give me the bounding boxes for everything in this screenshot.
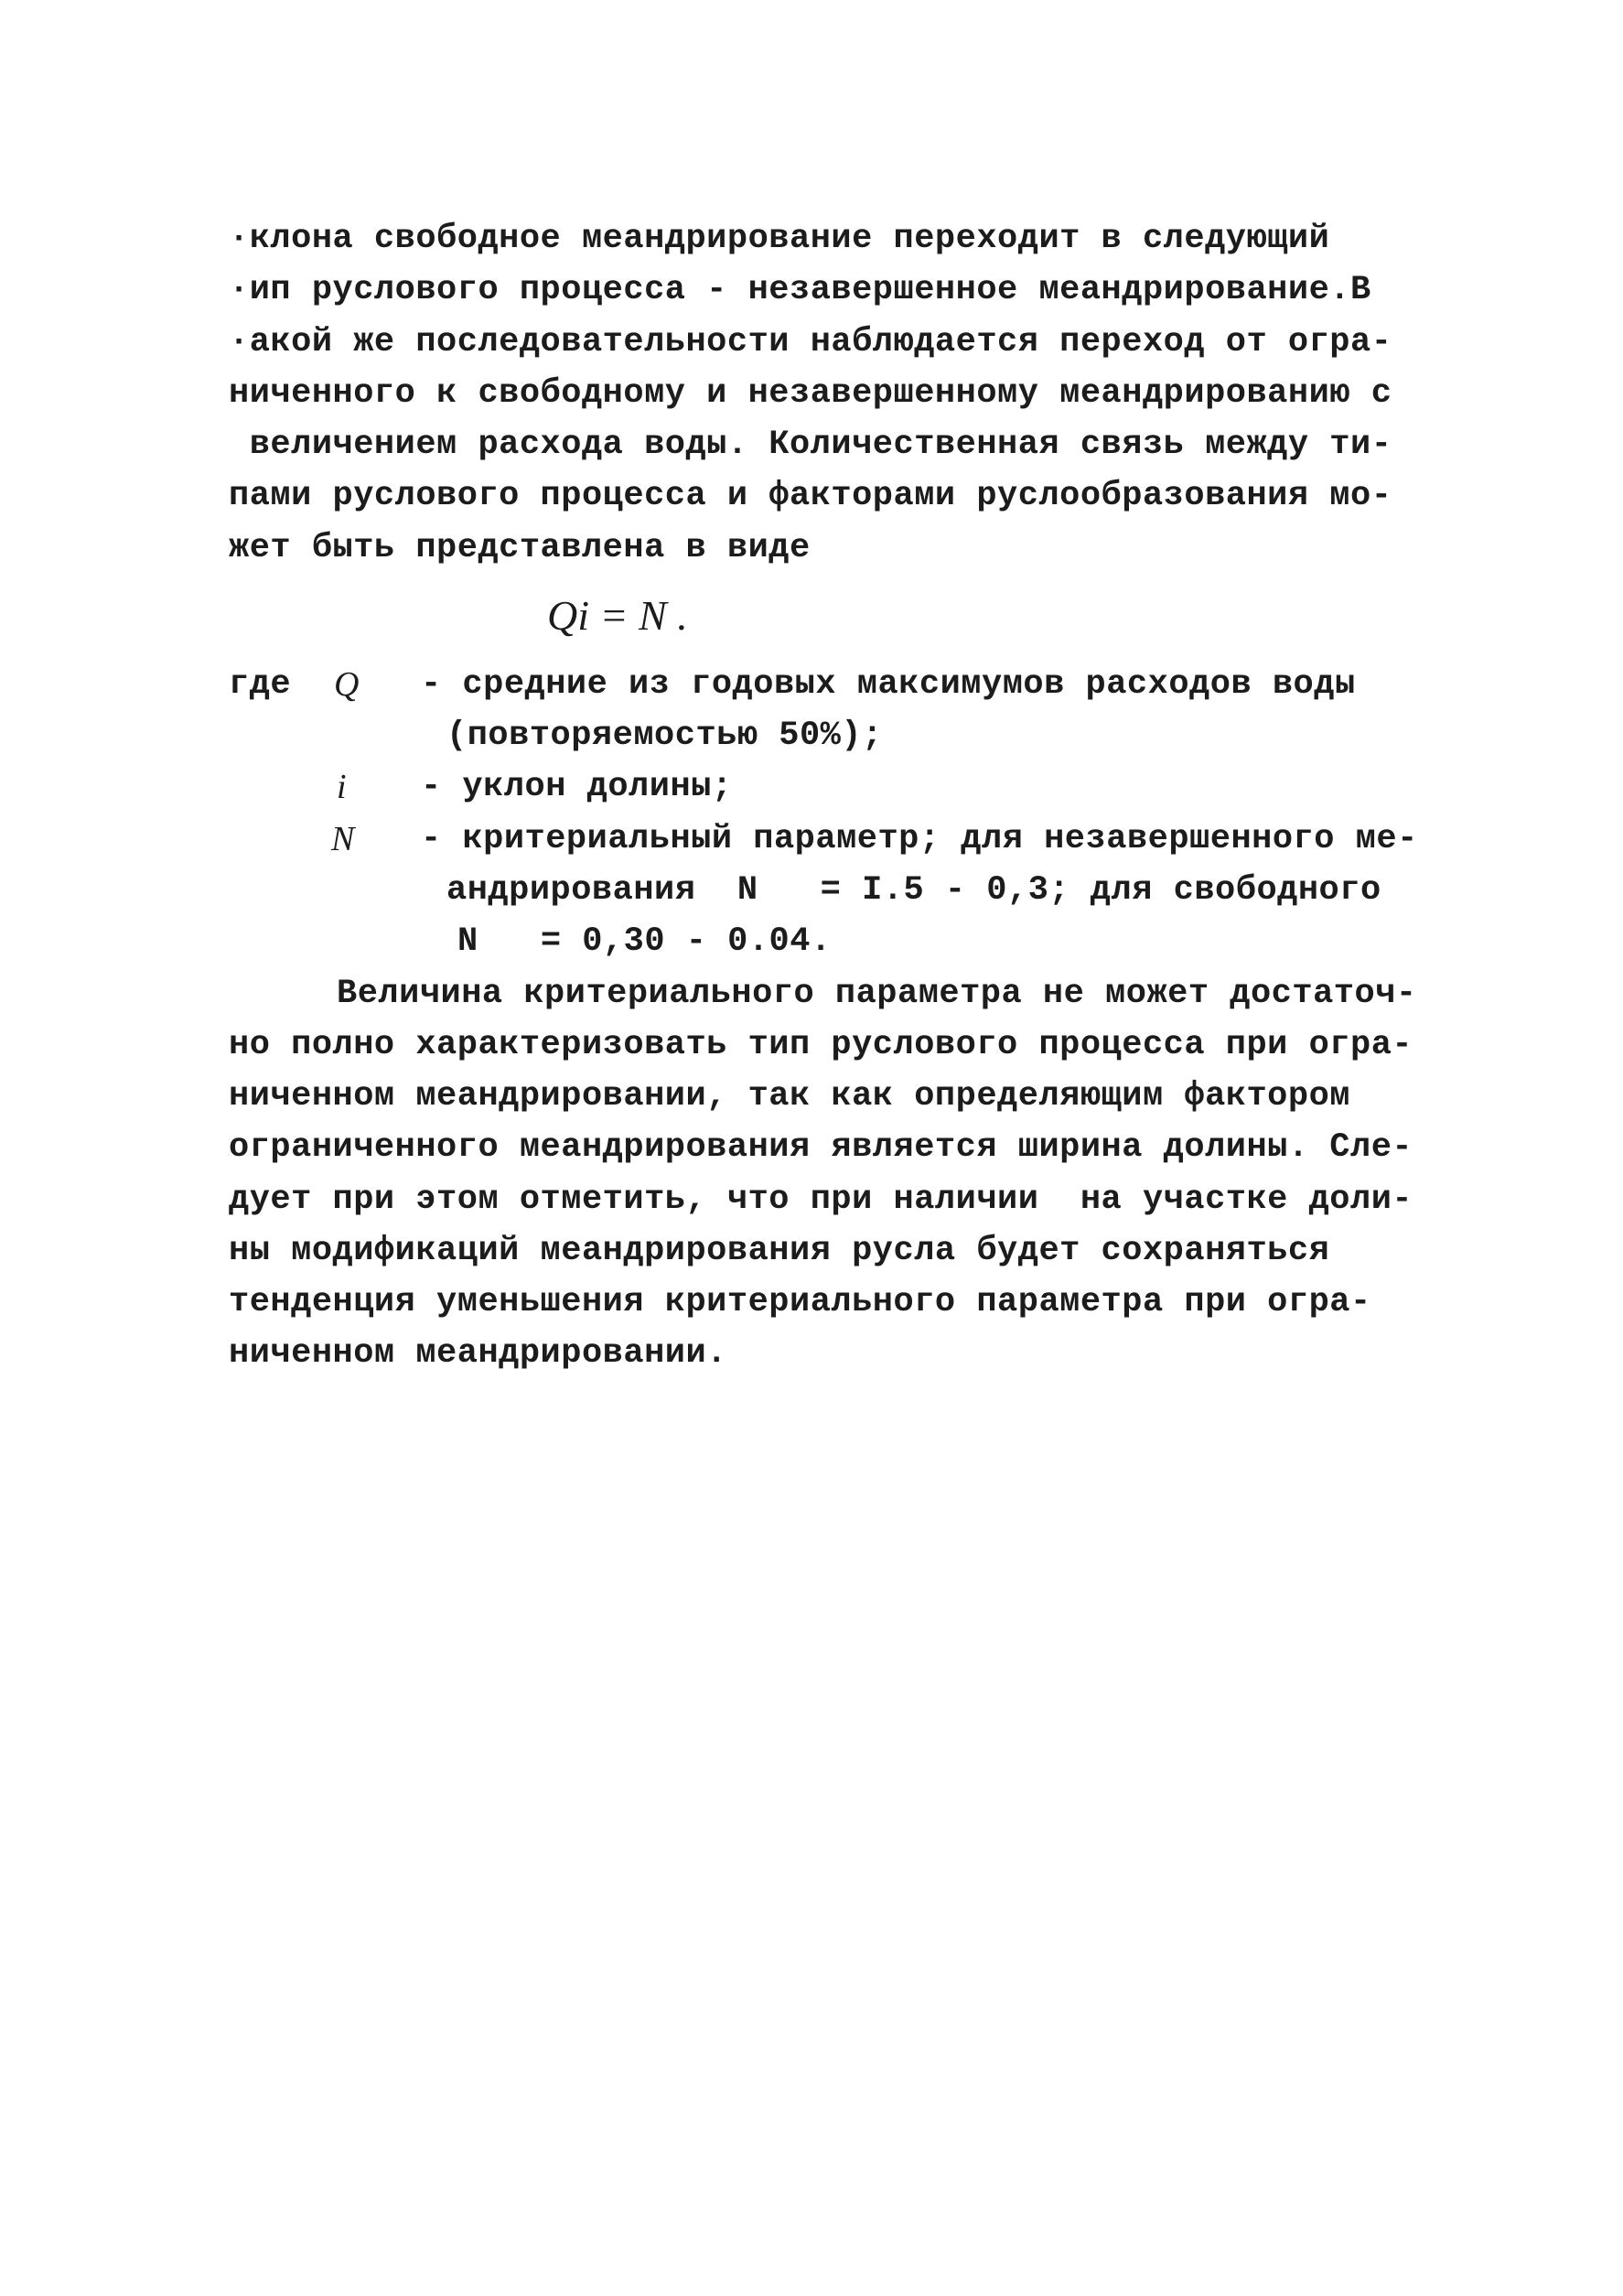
paragraph2-line-2: но полно характеризовать тип руслового процесса при огра- xyxy=(229,1026,1413,1064)
paragraph1-line-2: ·ип руслового процесса - незавершенное меандрирование.В xyxy=(229,271,1371,309)
formula: Qi = N . xyxy=(547,592,688,639)
definition-q-line-2: (повторяемостью 50%); xyxy=(446,717,883,755)
paragraph2-line-3: ниченном меандрировании, так как определяющим фактором xyxy=(229,1077,1350,1116)
definition-n-line-2: андрирования N = I.5 - 0,3; для свободного xyxy=(446,871,1381,910)
symbol-q: Q xyxy=(334,665,360,704)
paragraph2-line-1: Величина критериального параметра не может достаточ- xyxy=(337,975,1417,1013)
paragraph1-line-5: величением расхода воды. Количественная связь между ти- xyxy=(229,426,1392,464)
paragraph2-line-5: дует при этом отметить, что при наличии на участке доли- xyxy=(229,1180,1413,1219)
paragraph1-line-7: жет быть представлена в виде xyxy=(229,529,811,567)
paragraph1-line-1: ·клона свободное меандрирование переходит в следующий xyxy=(229,220,1330,258)
symbol-n: N xyxy=(331,820,355,858)
paragraph2-line-4: ограниченного меандрирования является ширина долины. Сле- xyxy=(229,1128,1413,1167)
definition-n-line-1: - критериальный параметр; для незавершенного ме- xyxy=(421,820,1418,858)
definitions-intro-label: где xyxy=(229,665,292,704)
definition-q-line-1: - средние из годовых максимумов расходов воды xyxy=(421,665,1356,704)
paragraph1-line-3: ·акой же последовательности наблюдается переход от огра- xyxy=(229,323,1392,361)
paragraph2-line-7: тенденция уменьшения критериального параметра при огра- xyxy=(229,1283,1371,1321)
symbol-i: i xyxy=(337,768,347,806)
paragraph1-line-4: ниченного к свободному и незавершенному меандрированию с xyxy=(229,374,1392,413)
paragraph1-line-6: пами руслового процесса и факторами руслообразования мо- xyxy=(229,477,1392,515)
paragraph2-line-6: ны модификаций меандрирования русла будет сохраняться xyxy=(229,1232,1330,1270)
definition-n-line-3: N = 0,30 - 0.04. xyxy=(457,922,832,961)
definition-i-line-1: - уклон долины; xyxy=(421,768,733,806)
paragraph2-line-8: ниченном меандрировании. xyxy=(229,1334,727,1373)
